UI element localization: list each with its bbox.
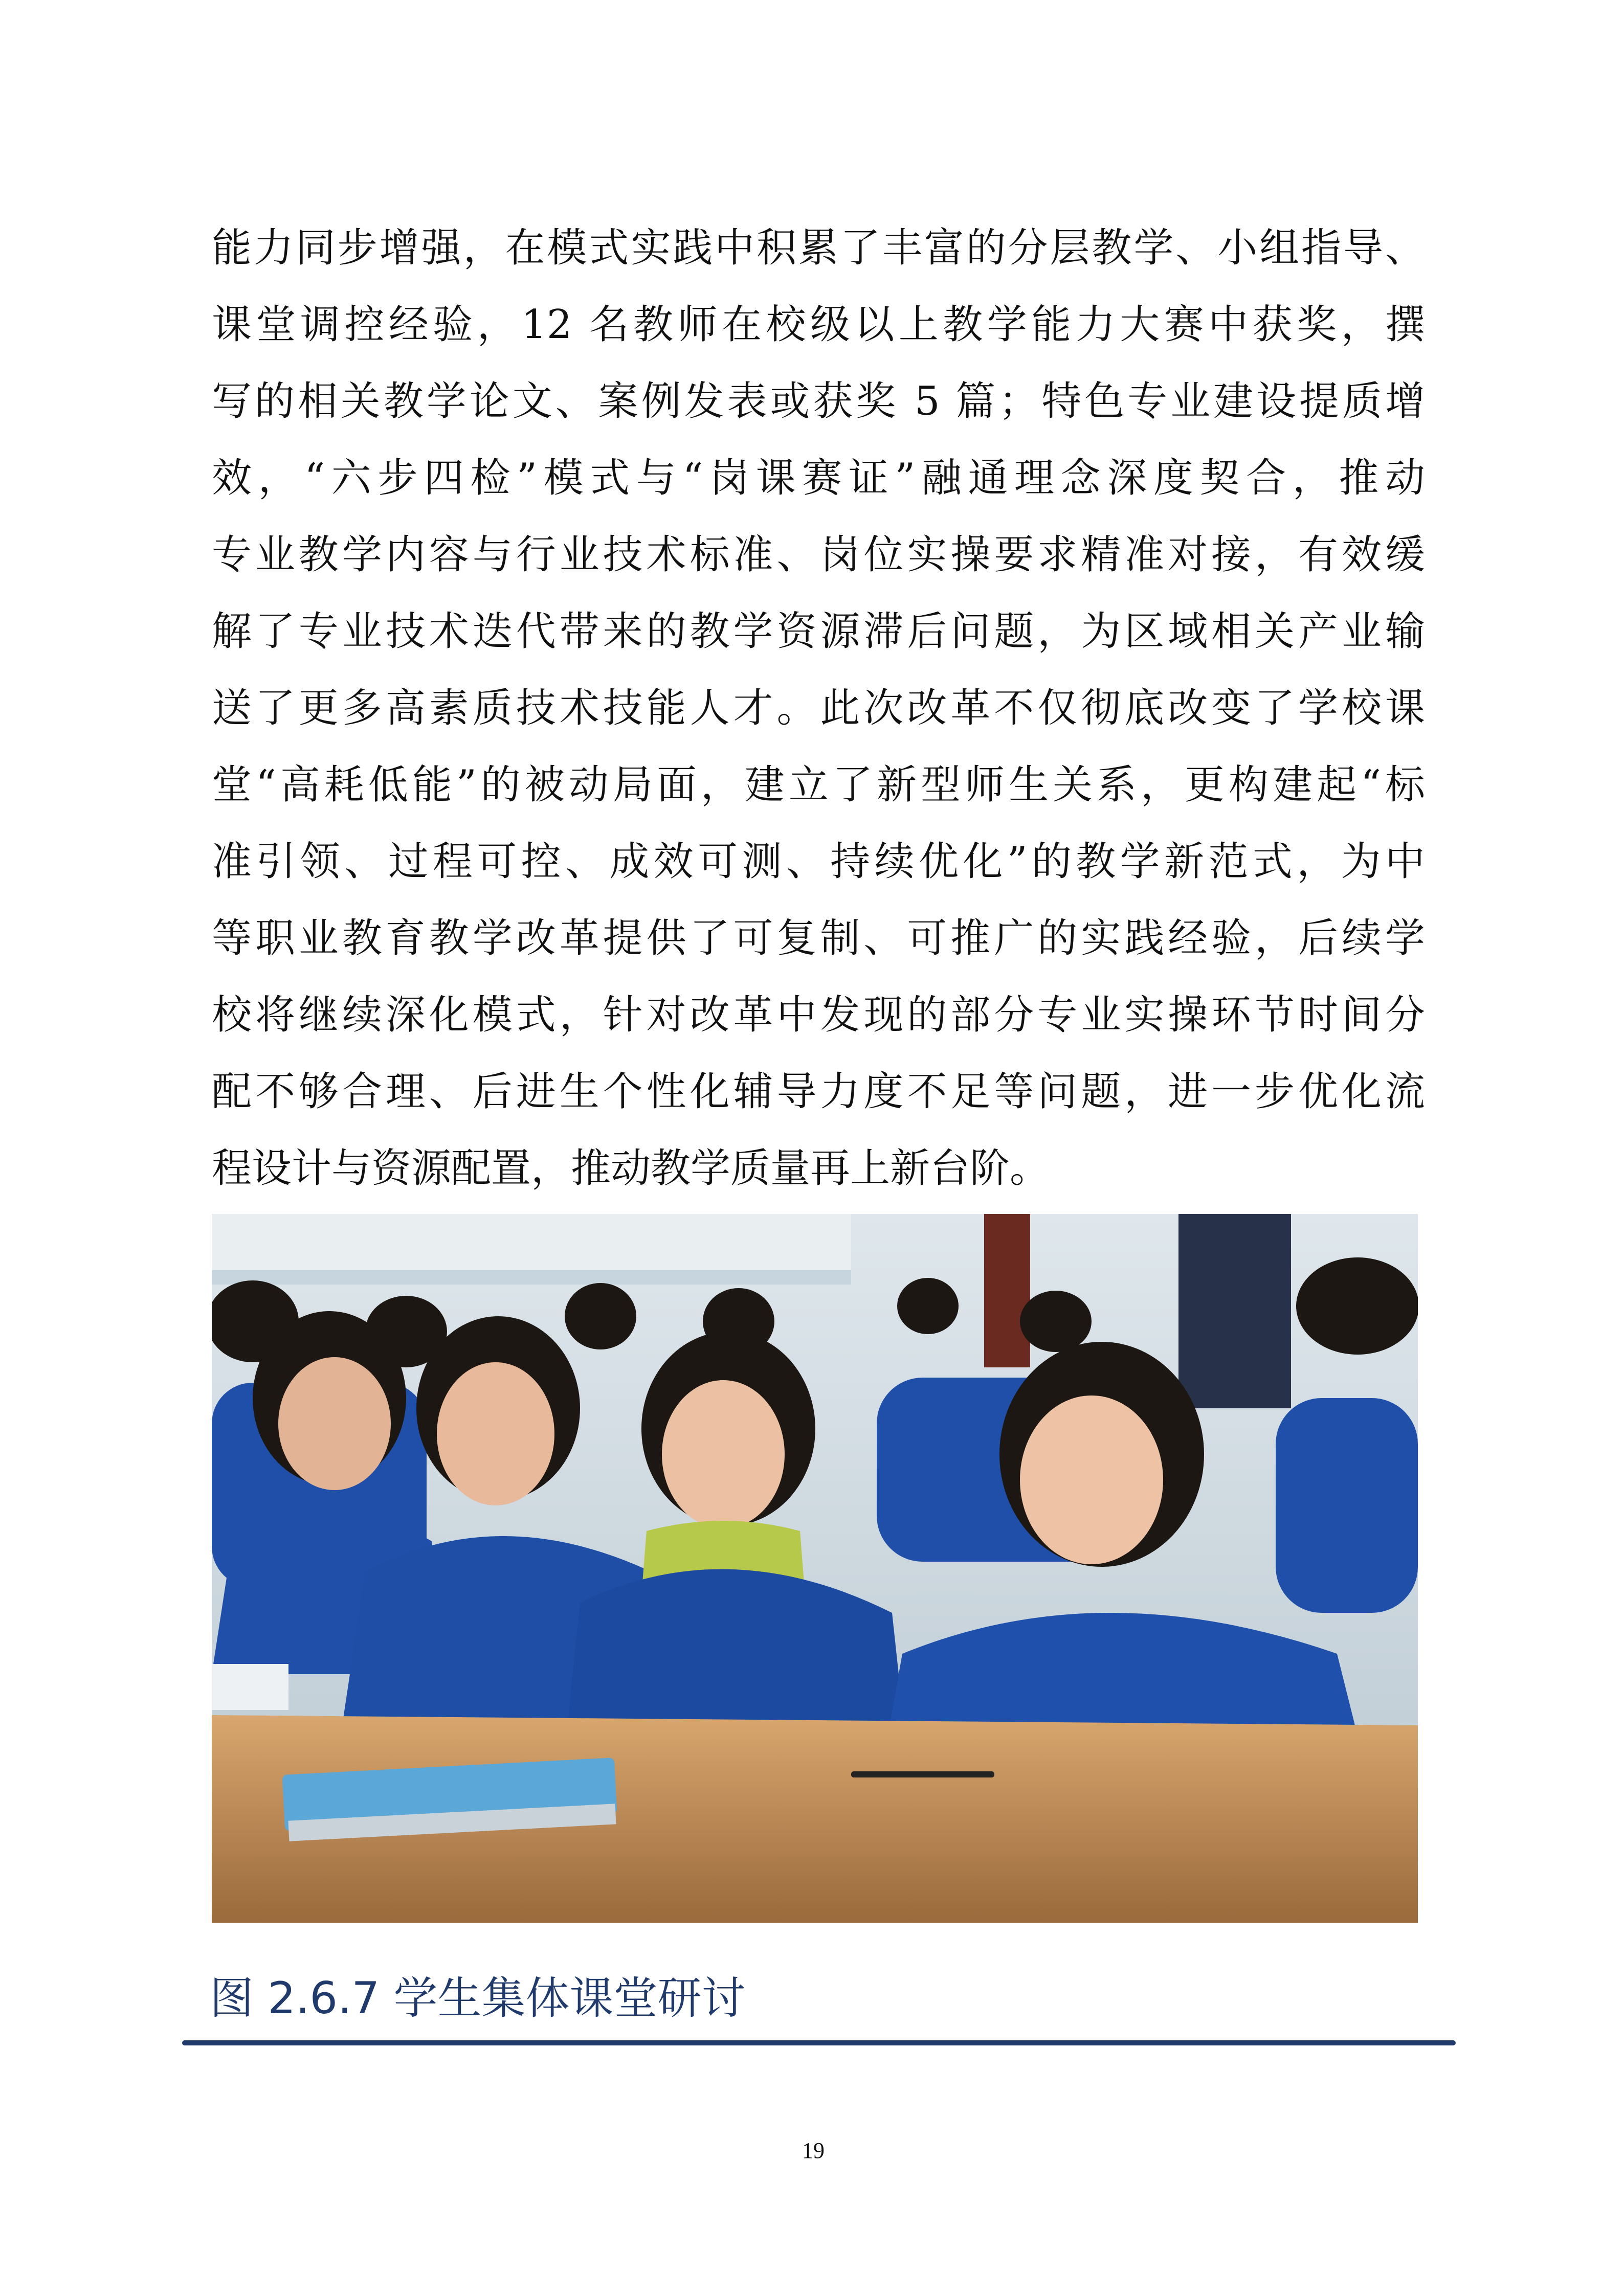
text-line: 堂“高耗低能”的被动局面，建立了新型师生关系，更构建起“标 [212,762,1425,808]
text-line: 准引领、过程可控、成效可测、持续优化”的教学新范式，为中 [212,839,1425,885]
classroom-photo-illustration [212,1214,1418,1923]
text-line: 专业教学内容与行业技术标准、岗位实操要求精准对接，有效缓 [212,532,1425,578]
text-line: 解了专业技术迭代带来的教学资源滞后问题，为区域相关产业输 [212,609,1425,655]
text-line: 校将继续深化模式，针对改革中发现的部分专业实操环节时间分 [212,992,1425,1038]
text-line: 课堂调控经验，12 名教师在校级以上教学能力大赛中获奖，撰 [212,302,1425,348]
figure-caption: 图 2.6.7 学生集体课堂研讨 [210,1973,746,2024]
classroom-photo [212,1214,1418,1923]
body-paragraph [212,210,1425,1207]
text-line: 配不够合理、后进生个性化辅导力度不足等问题，进一步优化流 [212,1069,1425,1115]
text-line: 等职业教育教学改革提供了可复制、可推广的实践经验，后续学 [212,915,1425,961]
text-line: 能力同步增强，在模式实践中积累了丰富的分层教学、小组指导、 [212,225,1425,271]
page-number: 19 [802,2138,825,2163]
text-line: 效，“六步四检”模式与“岗课赛证”融通理念深度契合，推动 [212,455,1425,501]
text-line: 送了更多高素质技术技能人才。此次改革不仅彻底改变了学校课 [212,685,1425,731]
caption-divider [182,2040,1456,2045]
text-line: 写的相关教学论文、案例发表或获奖 5 篇；特色专业建设提质增 [212,378,1425,424]
text-line: 程设计与资源配置，推动教学质量再上新台阶。 [212,1145,1050,1191]
